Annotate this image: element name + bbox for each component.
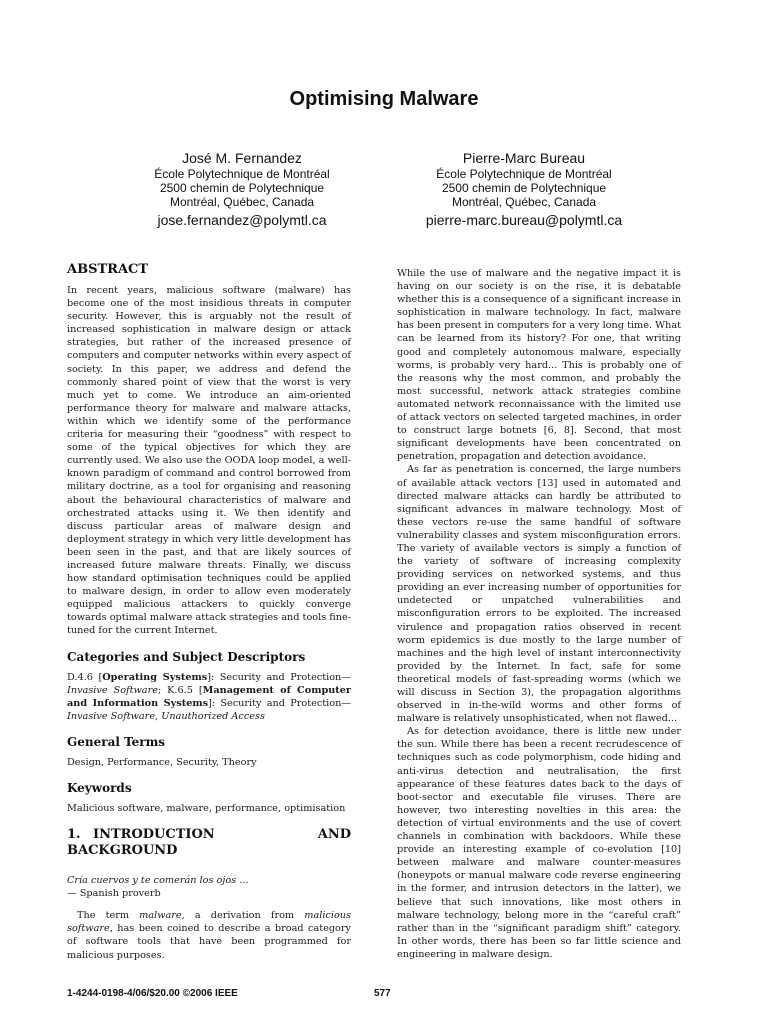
author-address-line: 2500 chemin de Polytechnique bbox=[159, 181, 325, 195]
keywords-text: Malicious software, malware, performance, optimisation bbox=[67, 803, 346, 814]
general-terms-heading: General Terms bbox=[67, 734, 166, 749]
categories-text: D.4.6 [Operating Systems]: Security and Protection—Invasive Software; K.6.5 [Management of Computer and Information Systems]: Security and Protection—Invasive Software, Unauthorized Access bbox=[67, 671, 351, 722]
epigraph-quote: Cría cuervos y te comerán los ojos ... bbox=[67, 875, 249, 887]
body-paragraph: While the use of malware and the negative impact it is having on our society is on the rise, it is debatable whether this is a consequence of a significant increase in sophistication in malware technology. In fact, malware has been present in computers for a very long time. What can be learned from its history? For one, that writing good and completely autonomous malware, especially worms, is probably very hard... This is probably one of the reasons why the most common, and probably the most successful, network attack strategies combine automated network reconnaissance with the limited use of attack vectors on selected targeted machines, in order to construct large botnets [6, 8]. Second, that most significant developments have been concentrated on penetration, propagation and detection avoidance. bbox=[397, 268, 681, 463]
abstract-heading: ABSTRACT bbox=[67, 262, 149, 277]
author-block-1 bbox=[92, 150, 392, 229]
paper-title: Optimising Malware bbox=[289, 88, 479, 110]
copyright-footer: 1-4244-0198-4/06/$20.00 ©2006 IEEE bbox=[67, 988, 238, 999]
intro-paragraph: The term malware, a derivation from malicious software, has been coined to describe a broad category of software tools that have been programmed for malicious purposes. bbox=[67, 910, 351, 961]
left-column bbox=[67, 262, 351, 962]
body-paragraph: As for detection avoidance, there is little new under the sun. While there has been a recent recrudescence of techniques such as code polymorphism, code hiding and anti-virus detection and neutralisation, the first appearance of these features dates back to the days of boot-sector and executable file viruses. There are however, two interesting novelties in this area: the detection of virtual environments and the use of covert channels in combination with backdoors. While these provide an interesting example of co-evolution [10] between malware and malware counter-measures (honeypots or manual malware code reverse engineering in the former, and intrusion detectors in the latter), we believe that such innovations, like most others in malware technology, belong more in the “careful craft” rather than in the “significant paradigm shift” category. In other words, there has been so far little science and engineering in malware design. bbox=[397, 726, 681, 960]
author-address-line: 2500 chemin de Polytechnique bbox=[441, 181, 607, 195]
keywords-heading: Keywords bbox=[67, 781, 132, 795]
epigraph-source: — Spanish proverb bbox=[67, 888, 161, 900]
abstract-text: In recent years, malicious software (malware) has become one of the most insidious threats in computer security. However, this is arguably not the result of increased sophistication in malware design or attack strategies, but rather of the increased presence of computers and computer networks within every aspect of society. In this paper, we address and defend the commonly shared point of view that the worst is very much yet to come. We introduce an aim-oriented performance theory for malware and malware attacks, within which we identify some of the performance criteria for measuring their “goodness” with respect to some of the typical objectives for which they are currently used. We also use the OODA loop model, a well-known paradigm of command and control borrowed from military doctrine, as a tool for organising and reasoning about the behavioural characteristics of malware and orchestrated attacks using it. We then identify and discuss particular areas of malware design and deployment strategy in which very little development has been seen in the past, and that are likely sources of increased future malware threats. Finally, we discuss how standard optimisation techniques could be applied to malware design, in order to allow even moderately equipped malicious attackers to quickly converge towards optimal malware attack strategies and tools fine-tuned for the current Internet. bbox=[67, 285, 351, 637]
author-email: jose.fernandez@polymtl.ca bbox=[157, 212, 327, 228]
author-address-line: Montréal, Québec, Canada bbox=[169, 195, 315, 209]
author-email: pierre-marc.bureau@polymtl.ca bbox=[425, 212, 623, 228]
author-name: José M. Fernandez bbox=[182, 150, 302, 166]
section-heading: 1. INTRODUCTION AND BACKGROUND bbox=[67, 827, 351, 859]
categories-heading: Categories and Subject Descriptors bbox=[67, 649, 306, 664]
right-column bbox=[397, 267, 681, 961]
author-address-line: Montréal, Québec, Canada bbox=[451, 195, 597, 209]
body-paragraph: As far as penetration is concerned, the large numbers of available attack vectors [13] used in automated and directed malware attacks can hardly be attributed to significant advances in malware technology. Most of these vectors re-use the same handful of software vulnerability classes and system misconfiguration errors. The variety of available vectors is simply a function of the variety of software of increasing complexity providing services on networked systems, and thus providing an ever increasing number of opportunities for undetected or unpatched vulnerabilities and misconfiguration errors to be exploited. The increased virulence and propagation ratios observed in recent worm epidemics is due mostly to the large number of machines and the high level of instant interconnectivity provided by the Internet. In fact, safe for some theoretical models of fast-spreading worms (which we will discuss in Section 3), the propagation algorithms observed in in-the-wild worms and other forms of malware is relatively unsophisticated, when not flawed... bbox=[397, 464, 681, 725]
general-terms-text: Design, Performance, Security, Theory bbox=[67, 756, 257, 768]
author-affiliation: École Polytechnique de Montréal bbox=[436, 167, 612, 181]
author-block-2 bbox=[374, 150, 674, 229]
author-affiliation: École Polytechnique de Montréal bbox=[154, 167, 330, 181]
page-number: 577 bbox=[374, 988, 391, 999]
author-name: Pierre-Marc Bureau bbox=[462, 150, 586, 166]
